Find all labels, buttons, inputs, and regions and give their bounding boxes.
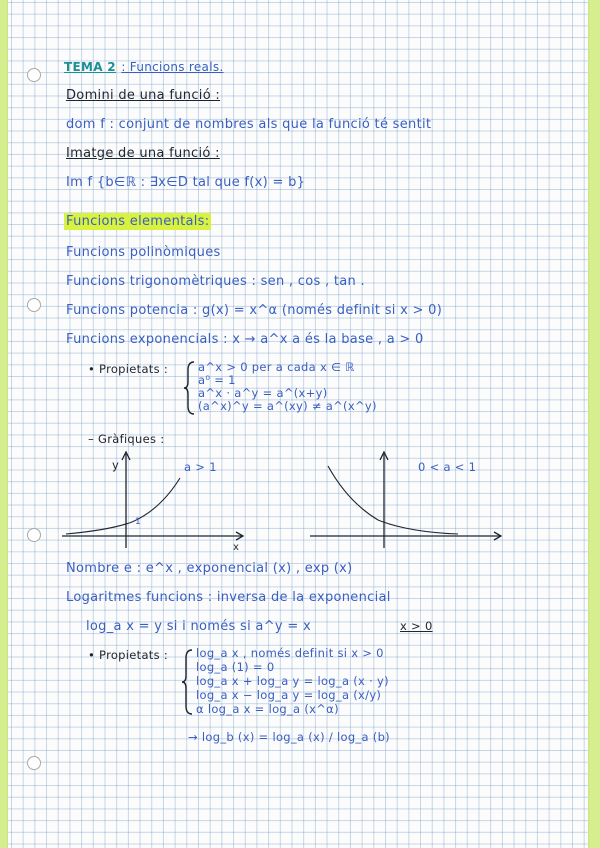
graphs-label: – Gràfiques :: [88, 432, 165, 446]
exp-property: a^x > 0 per a cada x ∈ ℝ: [198, 360, 355, 374]
punch-hole: [27, 528, 41, 542]
log-definition: log_a x = y si i només si a^y = x: [86, 619, 311, 634]
graph2-condition: 0 < a < 1: [418, 460, 477, 474]
power-functions: Funcions potencia : g(x) = x^α (només definit si x > 0): [66, 303, 443, 318]
log-property: log_a x , només definit si x > 0: [196, 646, 384, 660]
page-title: [64, 56, 224, 75]
domain-heading: Domini de una funció :: [66, 88, 221, 103]
exp-property: a⁰ = 1: [198, 373, 236, 387]
graph1-point-label: 1: [135, 517, 142, 527]
exp-property: (a^x)^y = a^(xy) ≠ a^(x^y): [198, 399, 377, 413]
euler-number-note: Nombre e : e^x , exponencial (x) , exp (x): [66, 561, 353, 576]
brace: [184, 360, 196, 416]
punch-hole: [27, 68, 41, 82]
log-property: log_a x − log_a y = log_a (x/y): [196, 688, 382, 702]
exp-property: a^x · a^y = a^(x+y): [198, 386, 328, 400]
notebook-page: [8, 0, 588, 848]
graph1-x-label: x: [233, 542, 240, 553]
graph1-condition: a > 1: [184, 460, 217, 474]
exp-properties-label: • Propietats :: [88, 362, 169, 376]
brace: [182, 648, 194, 716]
exponential-functions: Funcions exponencials : x → a^x a és la base , a > 0: [66, 332, 424, 347]
graph1-y-label: y: [112, 458, 120, 472]
image-heading: Imatge de una funció :: [66, 146, 220, 161]
polynomial-functions: Funcions polinòmiques: [66, 245, 221, 260]
title-text: : Funcions reals.: [121, 60, 224, 74]
graph-exp-growth: [60, 448, 260, 552]
elementary-heading: Funcions elementals:: [66, 214, 210, 229]
domain-definition: dom f : conjunt de nombres als que la funció té sentit: [66, 117, 432, 132]
log-heading: Logaritmes funcions : inversa de la exponencial: [66, 590, 391, 605]
log-condition: x > 0: [400, 619, 433, 633]
graph-exp-decay: [308, 448, 508, 552]
change-of-base: → log_b (x) = log_a (x) / log_a (b): [188, 730, 390, 744]
growth-curve: [66, 478, 180, 534]
log-property: log_a (1) = 0: [196, 660, 275, 674]
title-prefix: TEMA 2: [64, 60, 116, 74]
log-property: log_a x + log_a y = log_a (x · y): [196, 674, 389, 688]
decay-curve: [328, 466, 458, 534]
punch-hole: [27, 756, 41, 770]
image-definition: Im f {b∈ℝ : ∃x∈D tal que f(x) = b}: [66, 175, 306, 190]
log-properties-label: • Propietats :: [88, 648, 169, 662]
trig-functions: Funcions trigonomètriques : sen , cos , tan .: [66, 274, 365, 289]
log-property: α log_a x = log_a (x^α): [196, 702, 339, 716]
punch-hole: [27, 298, 41, 312]
